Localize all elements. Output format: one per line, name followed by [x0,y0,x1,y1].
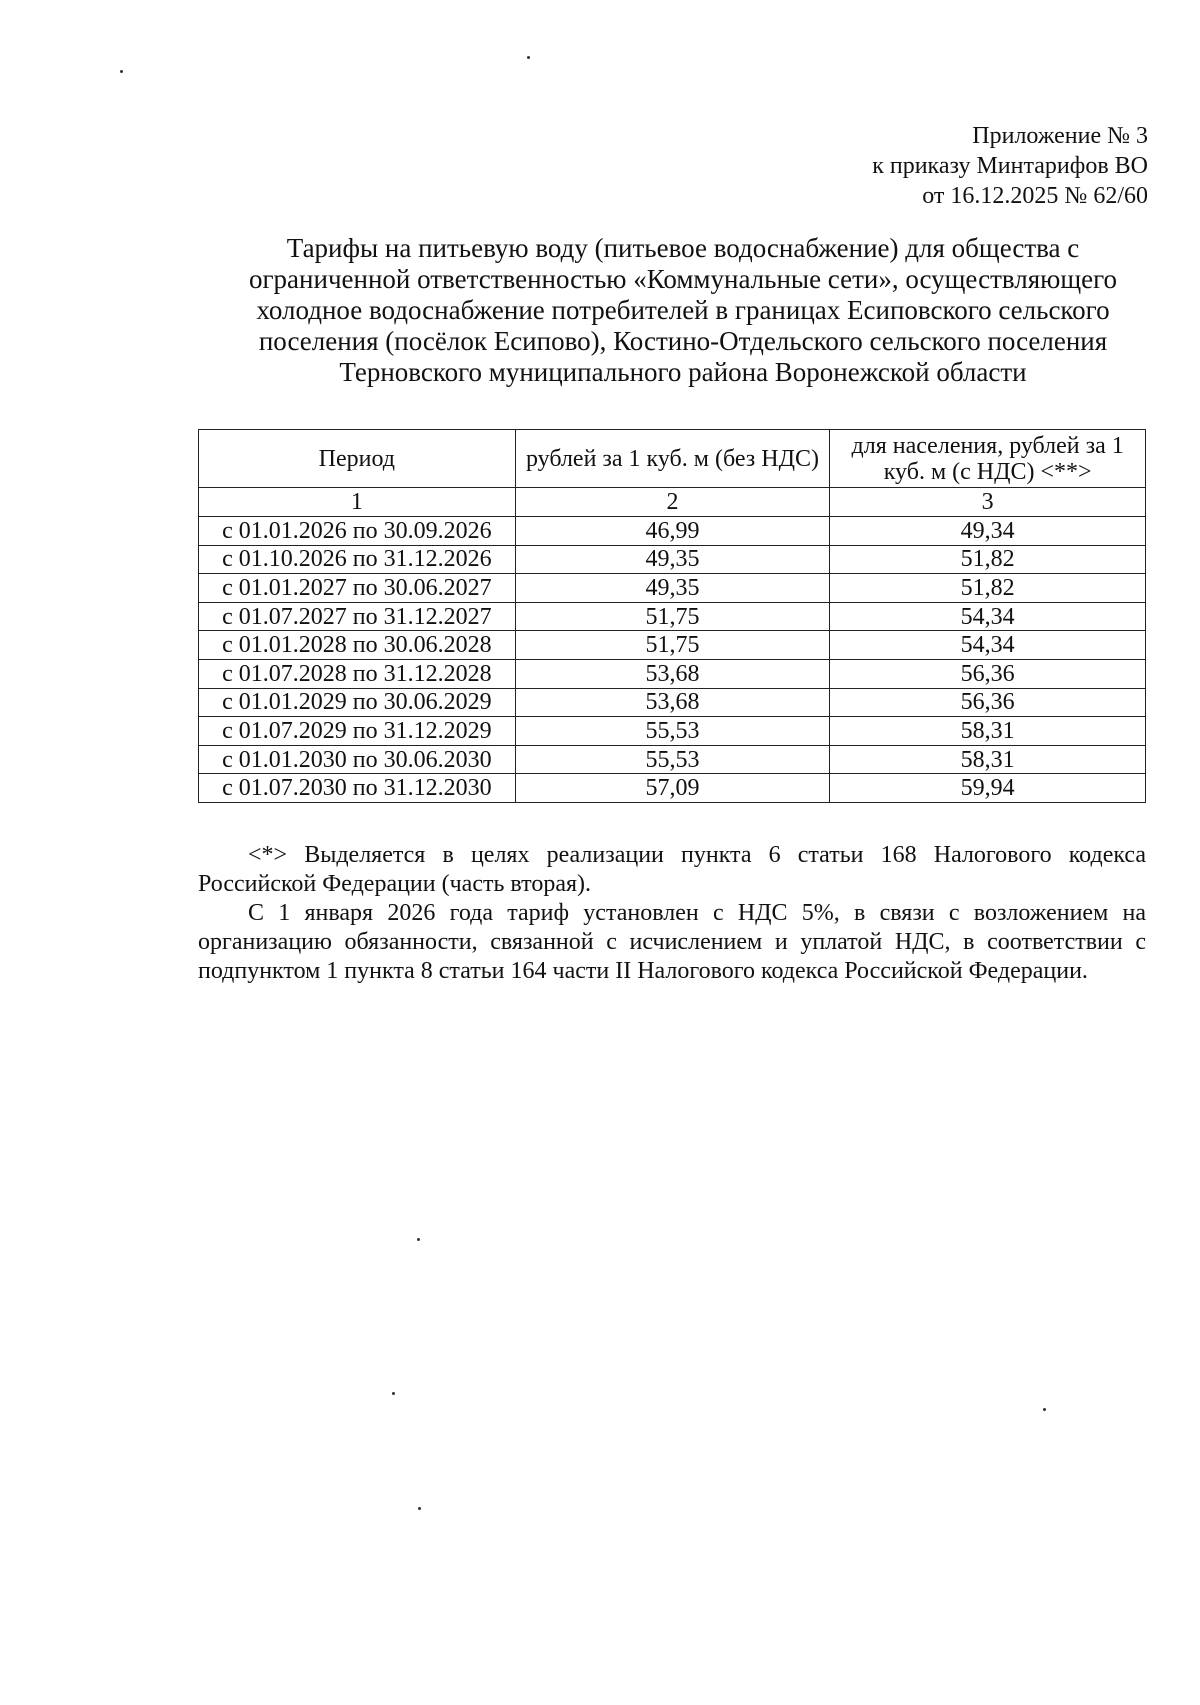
period-cell: с 01.01.2030 по 30.06.2030 [199,745,516,774]
table-row [199,774,1146,803]
price-no-vat-cell: 55,53 [515,745,830,774]
table-row [199,545,1146,574]
price-no-vat-cell: 53,68 [515,659,830,688]
price-with-vat-cell: 51,82 [830,574,1146,603]
price-no-vat-cell: 51,75 [515,602,830,631]
footnotes [198,841,1146,986]
column-number: 3 [830,488,1146,517]
column-number-row [199,488,1146,517]
period-cell: с 01.07.2029 по 31.12.2029 [199,717,516,746]
tariff-table [198,429,1146,803]
price-with-vat-cell: 49,34 [830,517,1146,546]
price-with-vat-cell: 56,36 [830,659,1146,688]
price-no-vat-cell: 57,09 [515,774,830,803]
price-no-vat-cell: 49,35 [515,574,830,603]
period-cell: с 01.01.2026 по 30.09.2026 [199,517,516,546]
period-cell: с 01.07.2027 по 31.12.2027 [199,602,516,631]
scan-speck [120,70,123,73]
table-row [199,659,1146,688]
title-line: холодное водоснабжение потребителей в границах Есиповского сельского [256,295,1110,325]
appendix-date: от 16.12.2025 № 62/60 [922,183,1148,209]
scan-speck [418,1507,421,1510]
scan-speck [392,1392,395,1395]
scan-speck [1043,1408,1046,1411]
scan-speck [417,1238,420,1241]
title-line: Тарифы на питьевую воду (питьевое водоснабжение) для общества с [286,233,1080,263]
appendix-reference [872,121,1148,211]
price-no-vat-cell: 53,68 [515,688,830,717]
price-with-vat-cell: 51,82 [830,545,1146,574]
column-number: 2 [515,488,830,517]
footnote-vat-allocation: <*> Выделяется в целях реализации пункта 6 статьи 168 Налогового кодекса Российской Федерации (часть вторая). [198,842,1146,897]
table-row [199,745,1146,774]
period-cell: с 01.01.2028 по 30.06.2028 [199,631,516,660]
table-header-row [199,430,1146,488]
header-price-with-vat: для населения, рублей за 1 куб. м (с НДС) <**> [830,430,1146,488]
price-with-vat-cell: 59,94 [830,774,1146,803]
table-row [199,717,1146,746]
period-cell: с 01.01.2029 по 30.06.2029 [199,688,516,717]
column-number: 1 [199,488,516,517]
price-with-vat-cell: 58,31 [830,745,1146,774]
price-with-vat-cell: 58,31 [830,717,1146,746]
appendix-order: к приказу Минтарифов ВО [872,153,1148,179]
period-cell: с 01.07.2028 по 31.12.2028 [199,659,516,688]
title-line: Терновского муниципального района Воронежской области [339,357,1027,387]
price-no-vat-cell: 46,99 [515,517,830,546]
scan-speck [527,56,530,59]
appendix-number: Приложение № 3 [972,123,1148,149]
footnote-vat-rate: С 1 января 2026 года тариф установлен с НДС 5%, в связи с возложением на организацию обязанности, связанной с исчислением и уплатой НДС, в соответствии с подпунктом 1 пункта 8 статьи 164 части II Налогового кодекса Российской Федерации. [198,900,1146,984]
price-with-vat-cell: 56,36 [830,688,1146,717]
header-period: Период [199,430,516,488]
period-cell: с 01.10.2026 по 31.12.2026 [199,545,516,574]
table-row [199,602,1146,631]
price-with-vat-cell: 54,34 [830,602,1146,631]
period-cell: с 01.01.2027 по 30.06.2027 [199,574,516,603]
table-row [199,517,1146,546]
price-with-vat-cell: 54,34 [830,631,1146,660]
table-row [199,688,1146,717]
title-line: поселения (посёлок Есипово), Костино-Отдельского сельского поселения [258,326,1108,356]
period-cell: с 01.07.2030 по 31.12.2030 [199,774,516,803]
document-title [198,233,1168,388]
price-no-vat-cell: 55,53 [515,717,830,746]
price-no-vat-cell: 49,35 [515,545,830,574]
title-line: ограниченной ответственностью «Коммунальные сети», осуществляющего [248,264,1118,294]
header-price-no-vat: рублей за 1 куб. м (без НДС) [515,430,830,488]
price-no-vat-cell: 51,75 [515,631,830,660]
table-row [199,631,1146,660]
table-row [199,574,1146,603]
